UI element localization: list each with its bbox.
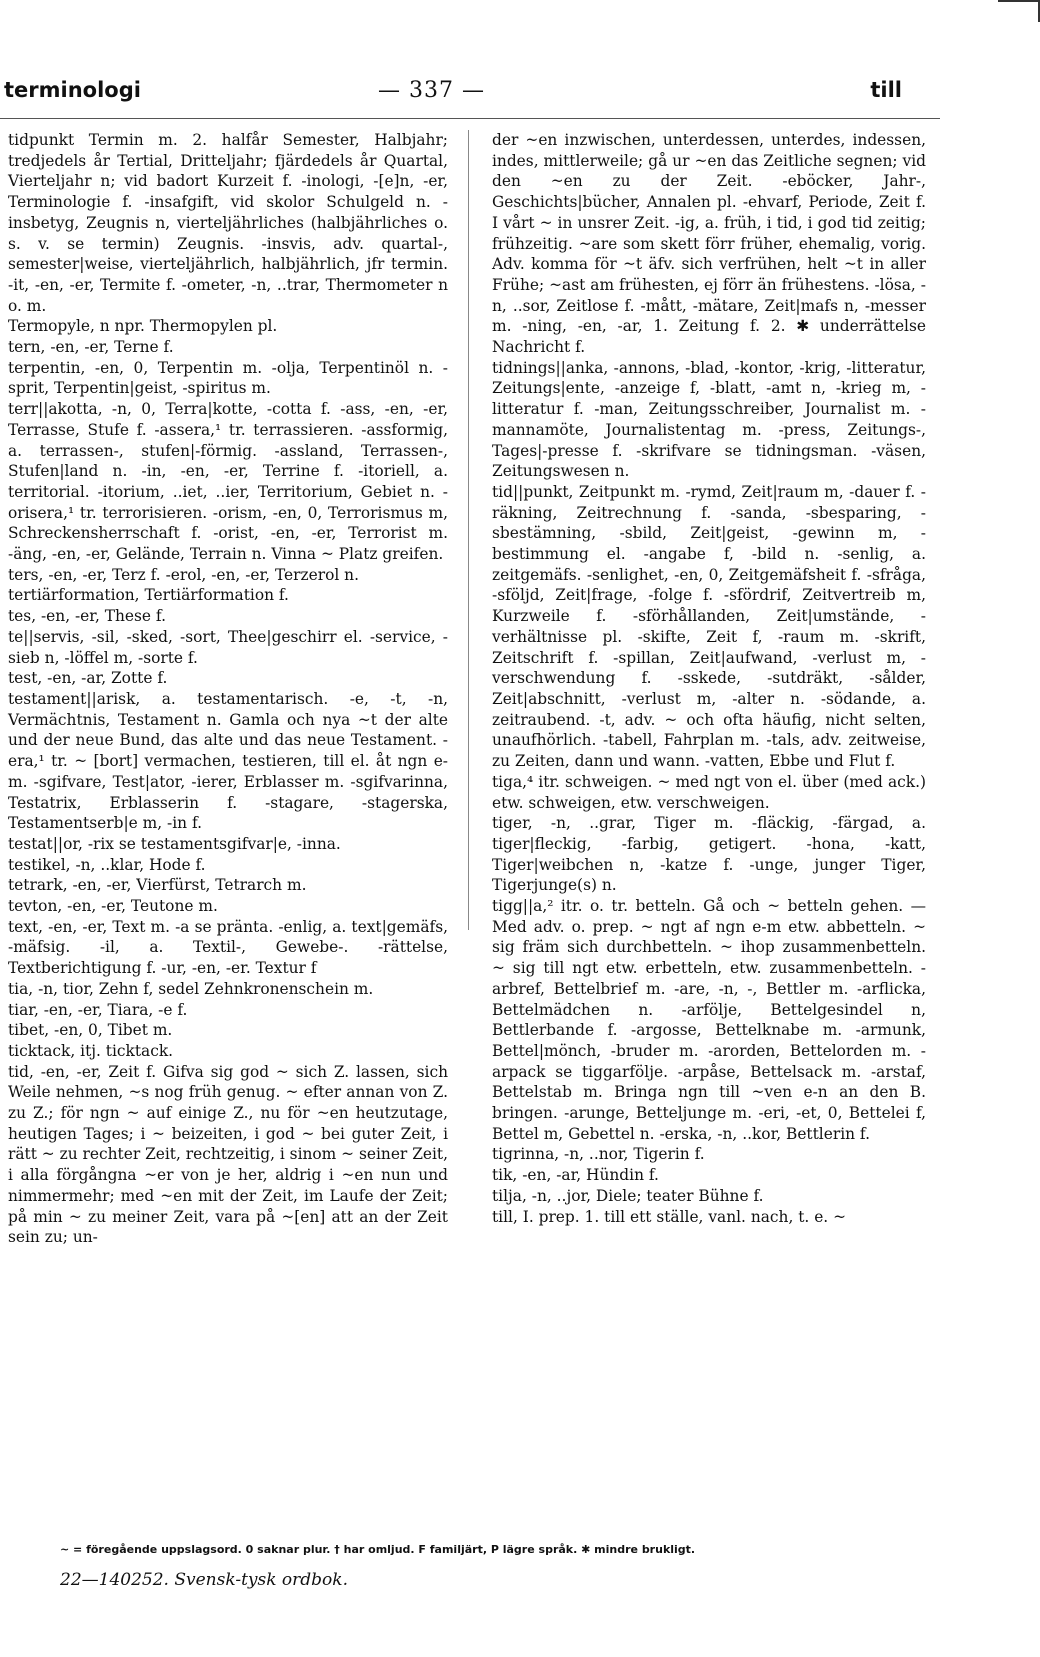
entry: testat||or, -rix se testamentsgifvar|e, -inna.	[8, 834, 341, 853]
entry: tigg||a,² itr. o. tr. betteln. Gå och ~ betteln gehen. — Med adv. o. prep. ~ ngt af ngn e-m etw. abbetteln. ~ sig främ sich durchbetteln. ~ ihop zusammenbetteln. ~ sig till ngt etw. erbetteln, etw. zusammenbetteln. -arbref, Bettelbrief m. -are, -n, -, Bettler m. -arflicka, Bettelmädchen n. -arfölje, Bettelgesindel n, Bettlerbande f. -argosse, Bettelknabe m. -armunk, Bettel|mönch, -bruder m. -arorden, Bettelorden m. -arpack se tiggarfölje. -arpåse, Bettelsack m. -arstaf, Bettelstab m. Bringa ngn till ~ven e-n an den B. bringen. -arunge, Betteljunge m. -eri, -et, 0, Bettelei f, Bettel m, Gebettel n. -erska, -n, ..kor, Bettlerin f.	[492, 897, 926, 1143]
entry: ticktack, itj. ticktack.	[8, 1041, 174, 1060]
entry: text, -en, -er, Text m. -a se pränta. -enlig, a. text|gemäfs, -mäfsig. -il, a. Textil-, Gewebe-. -rättelse, Textberichtigung f. -ur, -en, -er. Textur f	[8, 917, 448, 978]
header-right-guide-word: till	[870, 78, 902, 102]
entry: tetrark, -en, -er, Vierfürst, Tetrarch m.	[8, 876, 307, 895]
entry: tevton, -en, -er, Teutone m.	[8, 897, 218, 916]
entry: tibet, -en, 0, Tibet m.	[8, 1021, 173, 1040]
column-divider	[468, 130, 469, 930]
right-column	[492, 130, 926, 1226]
entry: tilja, -n, ..jor, Diele; teater Bühne f.	[492, 1186, 764, 1205]
entry: Termopyle, n npr. Thermopylen pl.	[8, 317, 278, 336]
entry: tigrinna, -n, ..nor, Tigerin f.	[492, 1145, 705, 1164]
entry: terr||akotta, -n, 0, Terra|kotte, -cotta f. -ass, -en, -er, Terrasse, Stufe f. -assera,¹ tr. terrassieren. -assformig, a. terrassen-, stufen|-förmig. -assland, Terrassen-, Stufen|land n. -in, -en, -er, Terrine f. -itoriell, a. territorial. -itorium, ..iet, ..ier, Territorium, Gebiet n. -orisera,¹ tr. terrorisieren. -orism, -en, 0, Terrorismus m, Schreckensherrschaft f. -orist, -en, -er, Terrorist m. -äng, -en, -er, Gelände, Terrain n. Vinna ~ Platz greifen.	[8, 400, 448, 564]
entry: tid||punkt, Zeitpunkt m. -rymd, Zeit|raum m, -dauer f. -räkning, Zeitrechnung f. -sanda, -sbesparing, -sbestämning, -sbild, Zeit|geist, -gewinn m, -bestimmung el. -angabe f, -bild n. -senlig, a. zeitgemäfs. -senlighet, -en, 0, Zeitgemäfsheit f. -sfråga, -sföljd, Zeit|frage, -folge f. -sfördrif, Zeitvertreib m, Kurzweile f. -sförhållanden, Zeit|umstände, -verhältnisse pl. -skifte, Zeit f, -raum m. -skrift, Zeitschrift f. -spillan, Zeit|aufwand, -verlust m, -verschwendung f. -sskede, -sutdräkt, -sålder, Zeit|abschnitt, -verlust m, -alter n. -södande, a. zeitraubend. -t, adv. ~ och ofta häufig, nicht selten, unaufhörlich. -tabell, Fahrplan m. -tals, adv. zeitweise, zu Zeiten, dann und wann. -vatten, Ebbe und Flut f.	[492, 482, 926, 771]
entry: tes, -en, -er, These f.	[8, 607, 166, 626]
entry: terpentin, -en, 0, Terpentin m. -olja, Terpentinöl n. -sprit, Terpentin|geist, -spiritus m.	[8, 358, 448, 398]
entry: tidpunkt Termin m. 2. halfår Semester, Halbjahr; tredjedels år Tertial, Dritteljahr; fjärdedels år Quartal, Vierteljahr n; vid badort Kurzeit f. -inologi, -[e]n, -er, Terminologie f. -insafgift, vid skolor Schulgeld n. -insbetyg, Zeugnis n, vierteljährliches (halbjährliches o. s. v. se termin) Zeugnis. -insvis, adv. quartal-, semester|weise, vierteljährlich, halbjährlich, jfr termin. -it, -en, -er, Termite f. -ometer, -n, ..trar, Thermometer n o. m.	[8, 131, 448, 315]
entry: till, I. prep. 1. till ett ställe, vanl. nach, t. e. ~	[492, 1207, 846, 1226]
entry: ters, -en, -er, Terz f. -erol, -en, -er, Terzerol n.	[8, 565, 359, 584]
header-rule	[0, 118, 940, 119]
entry: testikel, -n, ..klar, Hode f.	[8, 855, 206, 874]
entry: tid, -en, -er, Zeit f. Gifva sig god ~ sich Z. lassen, sich Weile nehmen, ~s nog früh genug. ~ efter annan von Z. zu Z.; för ngn ~ auf einige Z., nu för ~en heutzutage, heutigen Tages; i ~ beizeiten, i god ~ bei guter Zeit, i rätt ~ zu rechter Zeit, rechtzeitig, i sinom ~ seiner Zeit, i alla förgångna ~er von je her, aldrig i ~en nun und nimmermehr; med ~en mit der Zeit, im Laufe der Zeit; på min ~ zu meiner Zeit, vara på ~[en] att an der Zeit sein zu; un-	[8, 1062, 448, 1247]
entry: der ~en inzwischen, unterdessen, unterdes, indessen, indes, mittlerweile; gå ur ~en das Zeitliche segnen; vid den ~en zu der Zeit. -eböcker, Jahr-, Geschichts|bücher, Annalen pl. -ehvarf, Periode, Zeit f. I vårt ~ in unsrer Zeit. -ig, a. früh, i tid, i god tid zeitig; frühzeitig. ~are som skett förr früher, ehemalig, vorig. Adv. komma för ~t äfv. sich verfrühen, helt ~t in aller Frühe; ~ast am frühesten, ej förr än frühestens. -lösa, -n, ..sor, Zeitlose f. -mått, -mätare, Zeit|mafs n, -messer m. -ning, -en, -ar, 1. Zeitung f. 2. ✱ underrättelse Nachricht f.	[492, 131, 926, 357]
entry: tiger, -n, ..grar, Tiger m. -fläckig, -färgad, a. tiger|fleckig, -farbig, getigert. -hona, -katt, Tiger|weibchen n, -katze f. -unge, junger Tiger, Tigerjunge(s) n.	[492, 814, 926, 895]
entry: tiar, -en, -er, Tiara, -e f.	[8, 1000, 188, 1019]
entry: te||servis, -sil, -sked, -sort, Thee|geschirr el. -service, -sieb n, -löffel m, -sorte f.	[8, 627, 448, 667]
entry: tia, -n, tior, Zehn f, sedel Zehnkronenschein m.	[8, 979, 374, 998]
header-left-guide-word: terminologi	[4, 78, 141, 102]
page-number: — 337 —	[378, 78, 485, 103]
left-column	[8, 130, 448, 1247]
running-header	[0, 78, 1040, 114]
page-corner-mark	[998, 0, 1040, 22]
entry: test, -en, -ar, Zotte f.	[8, 669, 168, 688]
entry: tidnings||anka, -annons, -blad, -kontor, -krig, -litteratur, Zeitungs|ente, -anzeige f, -blatt, -amt n, -krieg m, -litteratur f. -man, Zeitungsschreiber, Journalist m. -mannamöte, Journalistentag m. -press, Zeitungs-, Tages|-presse f. -skrifvare se tidningsman. -väsen, Zeitungswesen n.	[492, 358, 926, 481]
entry: tik, -en, -ar, Hündin f.	[492, 1166, 659, 1185]
abbreviation-legend: ~ = föregående uppslagsord. 0 saknar plur. † har omljud. F familjärt, P lägre språk. ✱ mindre brukligt.	[60, 1543, 696, 1556]
entry: testament||arisk, a. testamentarisch. -e, -t, -n, Vermächtnis, Testament n. Gamla och nya ~t der alte und der neue Bund, das alte und das neue Testament. -era,¹ tr. ~ [bort] vermachen, testieren, till el. åt ngn e-m. -sgifvare, Test|ator, -ierer, Erblasser m. -sgifvarinna, Testatrix, Erblasserin f. -stagare, -stagerska, Testamentserb|e m, -in f.	[8, 689, 448, 833]
entry: tiga,⁴ itr. schweigen. ~ med ngt von el. über (med ack.) etw. schweigen, etw. verschweigen.	[492, 772, 926, 812]
entry: tertiärformation, Tertiärformation f.	[8, 586, 289, 605]
print-signature: 22—140252. Svensk-tysk ordbok.	[60, 1570, 348, 1590]
entry: tern, -en, -er, Terne f.	[8, 338, 174, 357]
